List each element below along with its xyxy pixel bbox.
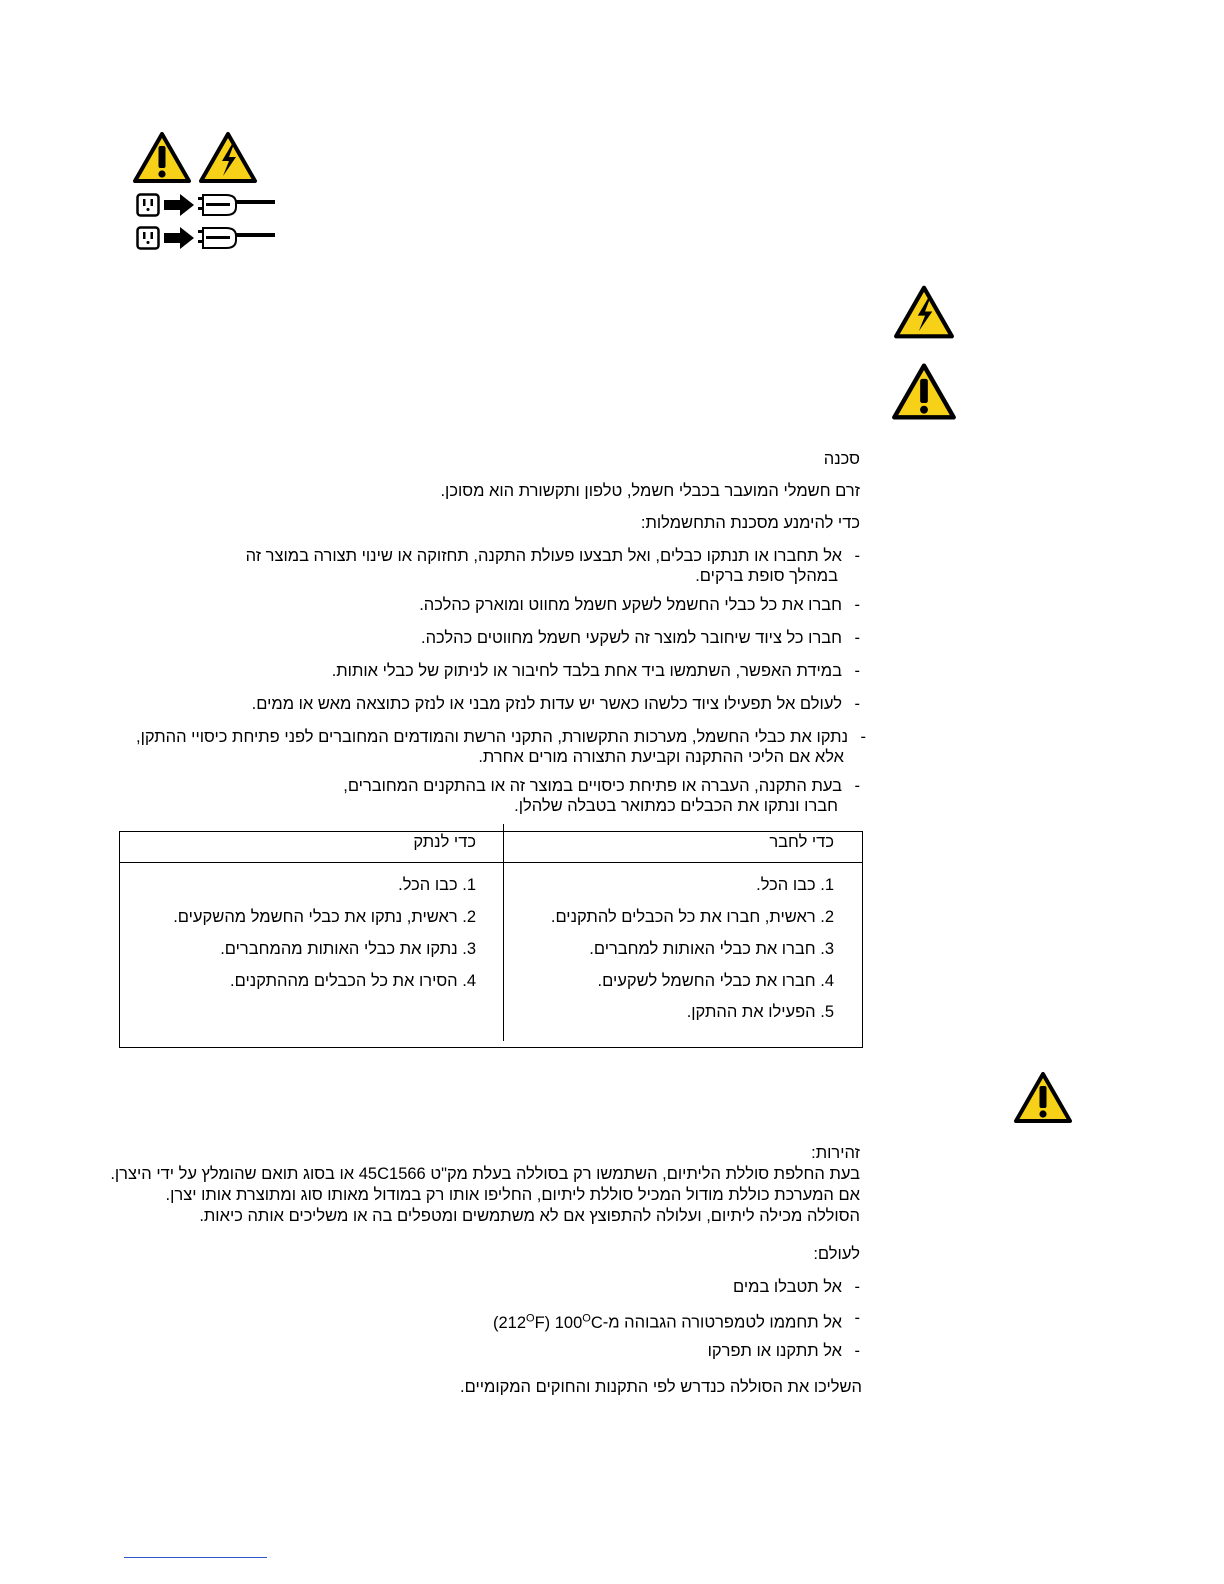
danger-bullet xyxy=(136,727,866,767)
danger-bullet xyxy=(419,595,860,615)
disconnect-step: 2. ראשית, נתקו את כבלי החשמל מהשקעים. xyxy=(173,908,476,926)
bullet-dash: - xyxy=(854,1309,860,1327)
bullet-line: אל תטבלו במים xyxy=(732,1278,842,1296)
bullet-dash: - xyxy=(854,662,860,680)
bullet-line: חברו את כל כבלי החשמל לשקע חשמל מחווט ומוארק כהלכה. xyxy=(419,596,842,614)
bullet-dash: - xyxy=(854,629,860,647)
celsius-unit: C xyxy=(590,1313,603,1332)
caution-line: אם המערכת כוללת מודול המכיל סוללת ליתיום, החליפו אותו רק במודול מאותו סוג ומתוצרת אותו יצרן. xyxy=(165,1186,860,1204)
celsius-value: 100 xyxy=(554,1313,583,1332)
connect-step: 2. ראשית, חברו את כל הכבלים להתקנים. xyxy=(550,908,834,926)
bullet-line: לעולם אל תפעילו ציוד כלשהו כאשר יש עדות לנזק מבני או לנזק כתוצאה מאש או ממים. xyxy=(251,695,842,713)
danger-bullet xyxy=(421,628,860,648)
cable-procedure-table xyxy=(119,831,863,1048)
fahrenheit-value: (212 xyxy=(492,1313,527,1332)
bullet-line: במידת האפשר, השתמשו ביד אחת בלבד לחיבור או לניתוק של כבלי אותות. xyxy=(331,662,842,680)
danger-prevent-heading: כדי להימנע מסכנת התחשמלות: xyxy=(640,514,860,532)
connect-step: 1. כבו הכל. xyxy=(756,876,834,894)
bullet-line: אל תתקנו או תפרקו xyxy=(707,1342,842,1360)
never-bullet xyxy=(493,1308,860,1333)
caution-triangle-icon xyxy=(1013,1071,1073,1124)
power-plug-icon xyxy=(196,193,276,217)
disconnect-header: כדי לנתק xyxy=(413,833,476,851)
degree-mark: O xyxy=(582,1312,591,1324)
power-outlet-icon xyxy=(136,193,160,217)
danger-bullet xyxy=(246,546,860,586)
temperature-celsius xyxy=(555,1314,603,1332)
disconnect-step: 4. הסירו את כל הכבלים מההתקנים. xyxy=(230,972,476,990)
electrical-hazard-icon xyxy=(198,131,258,184)
danger-title: סכנה xyxy=(823,450,860,468)
bullet-dash: - xyxy=(860,728,866,746)
bullet-dash: - xyxy=(854,1278,860,1296)
caution-line: הסוללה מכילה ליתיום, ועלולה להתפוצץ אם לא משתמשים ומטפלים בה או משליכים אותה כיאות. xyxy=(199,1207,860,1225)
disposal-note: השליכו את הסוללה כנדרש לפי התקנות והחוקים המקומיים. xyxy=(460,1378,862,1396)
bullet-line: נתקו את כבלי החשמל, מערכות התקשורת, התקני הרשת והמודמים המחוברים לפני פתיחת כיסויי ההתקן, xyxy=(136,728,848,746)
bullet-dash: - xyxy=(854,1342,860,1360)
degree-mark: O xyxy=(526,1312,535,1324)
danger-bullet xyxy=(332,661,860,681)
disconnect-column xyxy=(146,832,476,1032)
bullet-dash: - xyxy=(854,777,860,795)
never-bullet xyxy=(708,1341,860,1361)
never-bullet xyxy=(733,1277,860,1297)
bullet-dash: - xyxy=(854,547,860,565)
caution-title: זהירות: xyxy=(811,1144,860,1162)
fahrenheit-unit: F) xyxy=(534,1313,551,1332)
never-heading: לעולם: xyxy=(813,1245,860,1263)
arrow-right-icon xyxy=(163,193,195,217)
bullet-line: במהלך סופת ברקים. xyxy=(695,567,838,585)
power-outlet-icon xyxy=(136,226,160,250)
bullet-dash: - xyxy=(854,695,860,713)
arrow-right-icon xyxy=(163,226,195,250)
temperature-fahrenheit xyxy=(493,1314,550,1332)
disconnect-step: 1. כבו הכל. xyxy=(398,876,476,894)
bullet-line: אלא אם הליכי ההתקנה וקביעת התצורה מורים אחרת. xyxy=(478,748,844,766)
disconnect-step: 3. נתקו את כבלי האותות מהמחברים. xyxy=(220,940,476,958)
connect-header: כדי לחבר xyxy=(769,833,834,851)
connect-column xyxy=(514,832,834,1032)
bullet-line: בעת התקנה, העברה או פתיחת כיסויים במוצר זה או בהתקנים המחוברים, xyxy=(343,777,842,795)
temperature-text: אל תחממו לטמפרטורה הגבוהה מ- xyxy=(602,1313,842,1332)
danger-intro: זרם חשמלי המועבר בכבלי חשמל, טלפון ותקשורת הוא מסוכן. xyxy=(440,482,860,500)
footer-rule xyxy=(124,1557,267,1558)
caution-line: בעת החלפת סוללת הליתיום, השתמשו רק בסוללה בעלת מק"ט 45C1566 או בסוג תואם שהומלץ על ידי היצרן. xyxy=(110,1165,860,1183)
table-column-divider xyxy=(503,824,504,1041)
electrical-hazard-icon xyxy=(893,284,955,340)
connect-step: 4. חברו את כבלי החשמל לשקעים. xyxy=(597,972,834,990)
danger-bullet xyxy=(343,776,860,816)
caution-triangle-icon xyxy=(132,131,192,184)
connect-step: 5. הפעילו את ההתקן. xyxy=(686,1003,834,1021)
power-plug-icon xyxy=(196,226,276,250)
bullet-line: אל תחברו או תנתקו כבלים, ואל תבצעו פעולת התקנה, תחזוקה או שינוי תצורה במוצר זה xyxy=(245,547,842,565)
connect-step: 3. חברו את כבלי האותות למחברים. xyxy=(589,940,834,958)
bullet-line: חברו ונתקו את הכבלים כמתואר בטבלה שלהלן. xyxy=(514,797,838,815)
caution-triangle-icon xyxy=(891,362,957,421)
bullet-dash: - xyxy=(854,596,860,614)
danger-bullet xyxy=(252,694,860,714)
bullet-line: חברו כל ציוד שיחובר למוצר זה לשקעי חשמל מחווטים כהלכה. xyxy=(421,629,842,647)
